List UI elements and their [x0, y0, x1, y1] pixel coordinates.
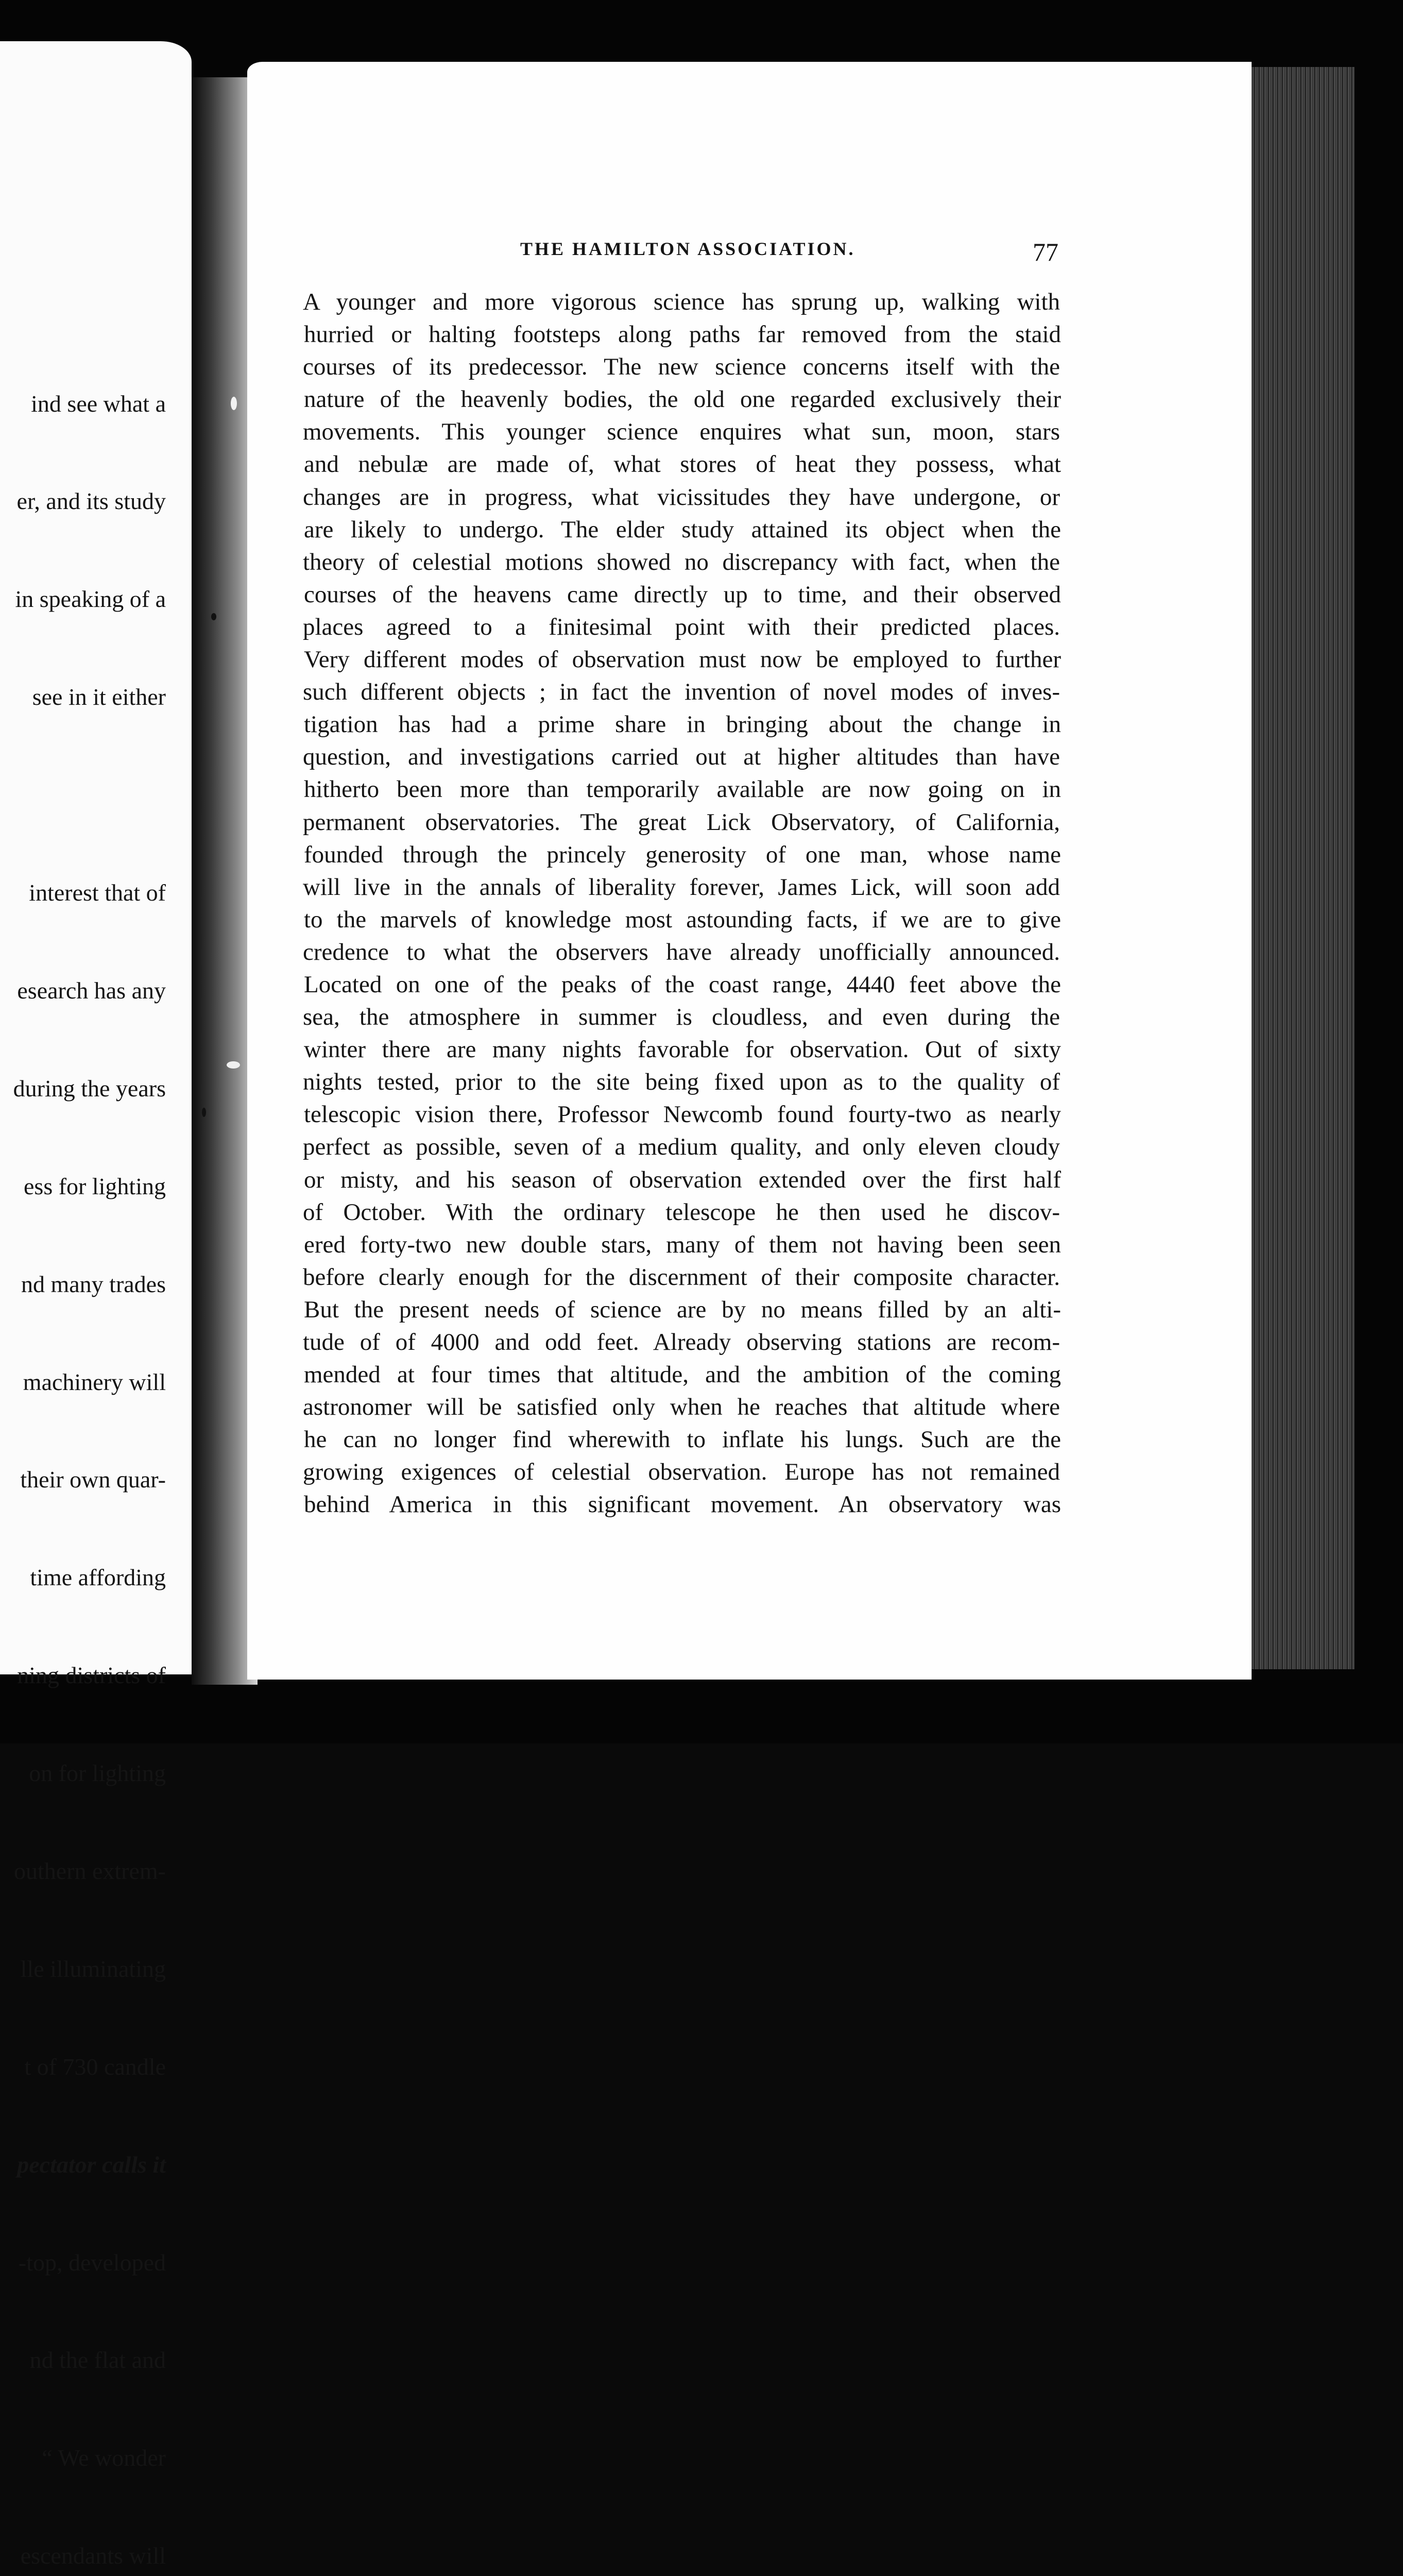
- left-line: nd the flat and: [29, 2347, 166, 2374]
- left-line: -top, developed: [18, 2249, 166, 2276]
- left-line: er, and its study: [16, 488, 166, 515]
- left-line: interest that of: [29, 879, 166, 906]
- text-line: behind America in this significant movement. An observatory was: [304, 1491, 1061, 1518]
- text-line: hitherto been more than temporarily available are now going on in: [304, 776, 1061, 803]
- text-line: winter there are many nights favorable for observation. Out of sixty: [304, 1036, 1061, 1063]
- text-line: changes are in progress, what vicissitudes they have undergone, or: [303, 483, 1060, 511]
- left-line: see in it either: [32, 684, 166, 710]
- text-line: Very different modes of observation must now be employed to further: [304, 646, 1061, 673]
- text-line: telescopic vision there, Professor Newcomb found fourty-two as nearly: [304, 1101, 1061, 1128]
- body-text: [304, 286, 1061, 1521]
- facing-left-page: [0, 41, 192, 2569]
- scan-speck: [202, 1108, 206, 1117]
- text-line: and nebulæ are made of, what stores of heat they possess, what: [304, 451, 1061, 478]
- left-line: lle illuminating: [20, 1955, 166, 1982]
- scan-speck: [227, 1061, 240, 1069]
- left-line: on for lighting: [29, 1760, 166, 1787]
- text-line: nights tested, prior to the site being fixed upon as to the quality of: [303, 1069, 1060, 1096]
- text-line: hurried or halting footsteps along paths far removed from the staid: [304, 321, 1061, 348]
- text-line: of October. With the ordinary telescope he then used he discov-: [303, 1198, 1060, 1226]
- text-line: founded through the princely generosity of one man, whose name: [304, 841, 1061, 868]
- text-line: tigation has had a prime share in bringing about the change in: [304, 711, 1061, 738]
- text-line: Located on one of the peaks of the coast range, 4440 feet above the: [304, 971, 1061, 998]
- text-line: astronomer will be satisfied only when he reaches that altitude where: [303, 1394, 1060, 1421]
- scan-speck: [211, 613, 216, 620]
- text-line: to the marvels of knowledge most astounding facts, if we are to give: [304, 906, 1061, 933]
- text-line: nature of the heavenly bodies, the old one regarded exclusively their: [304, 386, 1061, 413]
- text-line: growing exigences of celestial observation. Europe has not remained: [303, 1459, 1060, 1486]
- left-line: outhern extrem-: [13, 1857, 166, 1884]
- text-line: movements. This younger science enquires what sun, moon, stars: [303, 418, 1060, 446]
- text-line: ered forty-two new double stars, many of them not having been seen: [304, 1231, 1061, 1258]
- text-line: will live in the annals of liberality forever, James Lick, will soon add: [303, 873, 1060, 901]
- text-line: or misty, and his season of observation extended over the first half: [304, 1166, 1061, 1193]
- text-line: perfect as possible, seven of a medium quality, and only eleven cloudy: [303, 1133, 1060, 1161]
- left-line: in speaking of a: [15, 586, 166, 613]
- page-number: 77: [1033, 238, 1058, 266]
- running-head: THE HAMILTON ASSOCIATION.: [520, 239, 856, 259]
- text-line: question, and investigations carried out at higher altitudes than have: [303, 743, 1060, 771]
- left-line: time affording: [30, 1564, 166, 1591]
- left-line: machinery will: [23, 1368, 166, 1395]
- text-line: credence to what the observers have already unofficially announced.: [303, 938, 1060, 965]
- left-line: ning districts of: [17, 1662, 166, 1689]
- text-line: theory of celestial motions showed no discrepancy with fact, when the: [303, 548, 1060, 575]
- left-line: esearch has any: [17, 977, 166, 1004]
- left-line: during the years: [13, 1075, 166, 1101]
- text-line: before clearly enough for the discernment of their composite character.: [303, 1263, 1060, 1291]
- left-line: nd many trades: [21, 1270, 166, 1297]
- left-line: pectator calls it: [17, 2151, 166, 2178]
- left-line: ind see what a: [31, 390, 166, 417]
- left-line: [0, 778, 166, 811]
- text-line: courses of the heavens came directly up to time, and their observed: [304, 581, 1061, 608]
- scan-speck: [231, 397, 237, 410]
- text-line: are likely to undergo. The elder study attained its object when the: [304, 516, 1061, 543]
- text-line: courses of its predecessor. The new science concerns itself with the: [303, 353, 1060, 381]
- text-line: mended at four times that altitude, and the ambition of the coming: [304, 1361, 1061, 1388]
- left-line: “ We wonder: [42, 2445, 166, 2471]
- text-line: such different objects ; in fact the invention of novel modes of inves-: [303, 679, 1060, 706]
- left-line: ess for lighting: [24, 1173, 166, 1199]
- left-line: t of 730 candle: [24, 2053, 166, 2080]
- text-line: permanent observatories. The great Lick Observatory, of California,: [303, 808, 1060, 836]
- text-line: places agreed to a finitesimal point with their predicted places.: [303, 613, 1060, 640]
- left-line: their own quar-: [20, 1466, 166, 1493]
- page-edges: [1252, 67, 1355, 1669]
- text-line: he can no longer find wherewith to inflate his lungs. Such are the: [304, 1426, 1061, 1453]
- text-line: tude of of 4000 and odd feet. Already observing stations are recom-: [303, 1329, 1060, 1355]
- text-line: sea, the atmosphere in summer is cloudless, and even during the: [303, 1004, 1060, 1031]
- left-page-text: [0, 322, 166, 2576]
- left-line: escendants will: [20, 2543, 166, 2569]
- text-line: But the present needs of science are by no means filled by an alti-: [304, 1296, 1061, 1323]
- text-line: A younger and more vigorous science has sprung up, walking with: [303, 289, 1060, 315]
